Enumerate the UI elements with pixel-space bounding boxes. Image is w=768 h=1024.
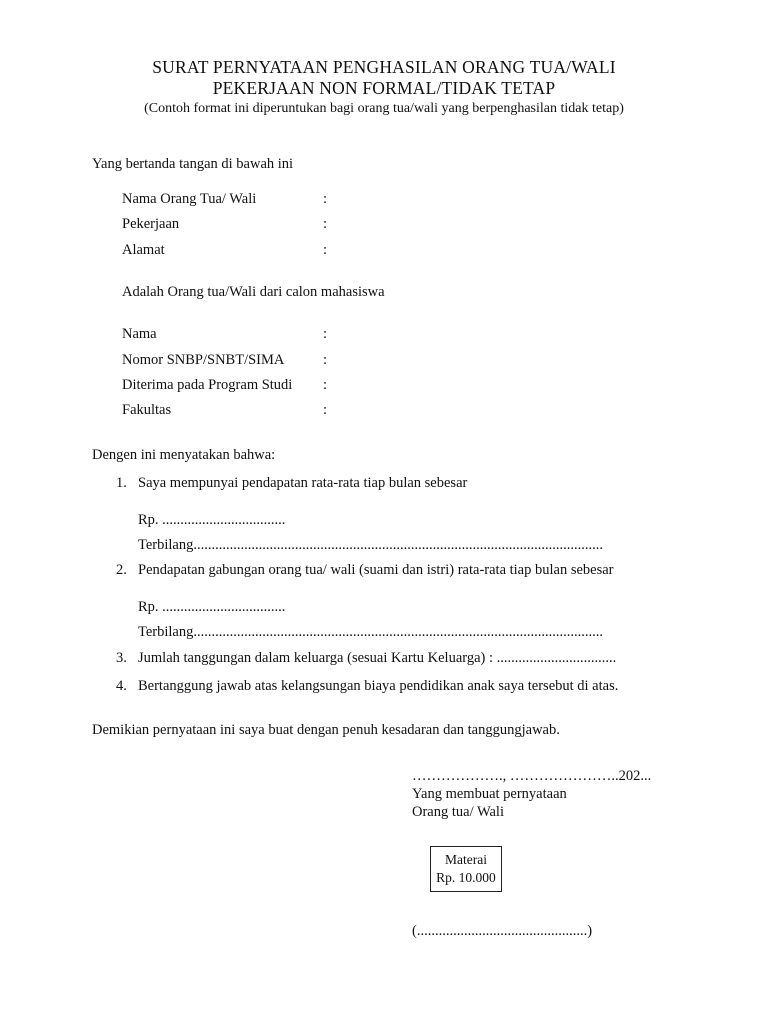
item-text-2: Pendapatan gabungan orang tua/ wali (suami dan istri) rata-rata tiap bulan sebesar (138, 562, 614, 578)
amount-rp-2: Rp. .................................. (138, 599, 286, 615)
place-date-line: ………………., …………………..202... (412, 768, 652, 784)
statement-intro: Dengen ini menyatakan bahwa: (92, 447, 276, 463)
item-text-1: Saya mempunyai pendapatan rata-rata tiap bulan sebesar (138, 475, 468, 491)
field-colon-occupation: : (323, 216, 328, 232)
amount-terbilang-1: Terbilang................................................................................................................. (138, 537, 603, 553)
field-colon-address: : (323, 242, 328, 258)
signature-name-line: (...............................................) (412, 923, 593, 939)
item-number-2: 2. (116, 562, 127, 578)
signer-role: Orang tua/ Wali (412, 804, 504, 820)
document-subtitle: (Contoh format ini diperuntukan bagi orang tua/wali yang berpenghasilan tidak tetap) (144, 101, 624, 116)
amount-rp-1: Rp. .................................. (138, 512, 286, 528)
item-text-4: Bertanggung jawab atas kelangsungan biaya pendidikan anak saya tersebut di atas. (138, 678, 619, 694)
item-text-3: Jumlah tanggungan dalam keluarga (sesuai Kartu Keluarga) : ................................. (138, 650, 617, 666)
stamp-duty-amount: Rp. 10.000 (436, 870, 496, 885)
field-label-faculty: Fakultas (122, 402, 172, 418)
item-number-4: 4. (116, 678, 127, 694)
signer-label: Yang membuat pernyataan (412, 786, 567, 802)
document-title-line-2: PEKERJAAN NON FORMAL/TIDAK TETAP (212, 78, 556, 98)
field-label-address: Alamat (122, 242, 165, 258)
field-label-registration-number: Nomor SNBP/SNBT/SIMA (122, 352, 285, 368)
amount-terbilang-2: Terbilang................................................................................................................. (138, 624, 603, 640)
field-label-occupation: Pekerjaan (122, 216, 180, 232)
field-colon-faculty: : (323, 402, 328, 418)
field-colon-parent-name: : (323, 191, 328, 207)
item-number-1: 1. (116, 475, 127, 491)
field-label-student-name: Nama (122, 326, 157, 342)
stamp-duty-label: Materai (445, 852, 487, 867)
document-title-line-1: SURAT PERNYATAAN PENGHASILAN ORANG TUA/WALI (152, 57, 616, 77)
field-colon-registration-number: : (323, 352, 328, 368)
stamp-duty-box (430, 846, 502, 892)
field-colon-student-name: : (323, 326, 328, 342)
item-number-3: 3. (116, 650, 127, 666)
intro-text: Yang bertanda tangan di bawah ini (92, 156, 294, 172)
field-colon-study-program: : (323, 377, 328, 393)
field-label-study-program: Diterima pada Program Studi (122, 377, 293, 393)
student-intro-text: Adalah Orang tua/Wali dari calon mahasiswa (122, 284, 385, 300)
field-label-parent-name: Nama Orang Tua/ Wali (122, 191, 257, 207)
closing-statement: Demikian pernyataan ini saya buat dengan penuh kesadaran dan tanggungjawab. (92, 722, 560, 738)
